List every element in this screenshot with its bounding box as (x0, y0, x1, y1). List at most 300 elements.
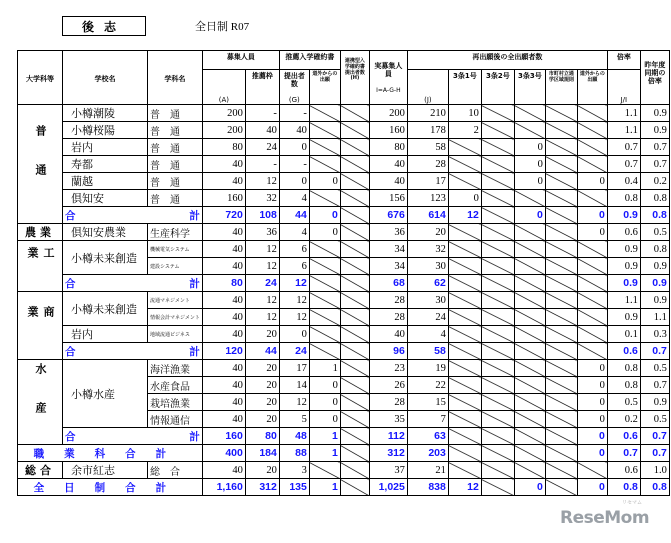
header-recruit-a: (A) (202, 70, 245, 105)
value-cell: 20 (245, 394, 279, 411)
value-cell: 0.9 (607, 241, 640, 258)
slashed-cell (448, 258, 481, 275)
value-cell: 40 (202, 377, 245, 394)
slashed-cell (481, 292, 514, 309)
value-cell: 0 (279, 139, 309, 156)
slashed-cell (340, 105, 369, 122)
value-cell: 0.7 (640, 343, 669, 360)
slashed-cell (545, 139, 577, 156)
slashed-cell (545, 275, 577, 292)
school-name: 小樽桜陽 (63, 122, 148, 139)
school-name: 倶知安農業 (63, 224, 148, 241)
value-cell: 28 (407, 156, 448, 173)
value-cell: 0.6 (607, 343, 640, 360)
value-cell: 0 (577, 377, 607, 394)
dept-name: 生産科学 (148, 224, 203, 241)
value-cell: 4 (279, 224, 309, 241)
value-cell: 0 (309, 173, 340, 190)
value-cell: 40 (202, 224, 245, 241)
school-name: 倶知安 (63, 190, 148, 207)
slashed-cell (481, 309, 514, 326)
slashed-cell (309, 309, 340, 326)
value-cell: 312 (245, 479, 279, 496)
dept-name: 普 通 (148, 105, 203, 122)
value-cell: 0.6 (607, 462, 640, 479)
value-cell: 40 (369, 326, 407, 343)
slashed-cell (577, 139, 607, 156)
slashed-cell (340, 173, 369, 190)
header-teishutsu-label: 提出者数 (283, 72, 305, 89)
subtotal-row (18, 343, 670, 360)
value-cell: 12 (245, 241, 279, 258)
value-cell: 36 (245, 224, 279, 241)
value-cell: 200 (202, 122, 245, 139)
slashed-cell (309, 139, 340, 156)
value-cell: 0.9 (640, 292, 669, 309)
value-cell: 40 (202, 394, 245, 411)
slashed-cell (448, 139, 481, 156)
school-name: 岩内 (63, 326, 148, 343)
value-cell: 0.2 (640, 173, 669, 190)
value-cell: 32 (407, 241, 448, 258)
table-row (18, 139, 670, 156)
slashed-cell (340, 292, 369, 309)
slashed-cell (577, 462, 607, 479)
value-cell: 7 (407, 411, 448, 428)
value-cell: 12 (245, 173, 279, 190)
value-cell: 0 (577, 411, 607, 428)
dept-name: 建設システム (148, 258, 203, 275)
value-cell: 1.1 (607, 122, 640, 139)
value-cell: 24 (245, 139, 279, 156)
header-sakunen: 昨年度同期の倍率 (640, 51, 669, 105)
slashed-cell (340, 224, 369, 241)
value-cell: 14 (279, 377, 309, 394)
header-bairitsu-formula: J/I (607, 70, 640, 105)
header-3-1: 3条1号 (448, 70, 481, 105)
value-cell: 1.0 (640, 462, 669, 479)
slashed-cell (577, 105, 607, 122)
slashed-cell (448, 343, 481, 360)
school-name: 小樽水産 (63, 360, 148, 428)
header-3-2: 3条2号 (481, 70, 514, 105)
value-cell: 0.7 (640, 377, 669, 394)
value-cell: 58 (407, 139, 448, 156)
header-jitsu-formula: I=A-G-H (376, 87, 401, 95)
value-cell: 0.7 (640, 139, 669, 156)
slashed-cell (448, 275, 481, 292)
slashed-cell (340, 326, 369, 343)
slashed-cell (514, 309, 545, 326)
resemom-logo: ReseMom (560, 508, 650, 528)
value-cell: 210 (407, 105, 448, 122)
value-cell: 0 (309, 411, 340, 428)
value-cell: 0 (577, 479, 607, 496)
slashed-cell (514, 105, 545, 122)
value-cell: 0.7 (607, 156, 640, 173)
dept-name: 海洋漁業 (148, 360, 203, 377)
value-cell: 6 (279, 241, 309, 258)
value-cell: 35 (369, 411, 407, 428)
header-category: 大学科等 (18, 51, 63, 105)
slashed-cell (545, 258, 577, 275)
value-cell: 12 (448, 479, 481, 496)
subtotal-left: 合 (65, 345, 76, 358)
slashed-cell (448, 377, 481, 394)
table-row (18, 224, 670, 241)
value-cell: 12 (279, 275, 309, 292)
value-cell: 40 (202, 360, 245, 377)
value-cell: 0.6 (607, 428, 640, 445)
table-row (18, 190, 670, 207)
value-cell: 0.6 (607, 224, 640, 241)
category-cell: 商業 (18, 292, 63, 360)
value-cell: 112 (369, 428, 407, 445)
dept-name: 普 通 (148, 122, 203, 139)
value-cell: 0.8 (640, 479, 669, 496)
value-cell: 12 (245, 292, 279, 309)
slashed-cell (545, 224, 577, 241)
value-cell: 10 (448, 105, 481, 122)
watermark-sub: リセマム (622, 500, 642, 506)
slashed-cell (340, 207, 369, 224)
value-cell: 28 (369, 309, 407, 326)
value-cell: 0 (514, 173, 545, 190)
slashed-cell (577, 258, 607, 275)
slashed-cell (514, 377, 545, 394)
value-cell: 17 (279, 360, 309, 377)
header-dougai-suisen: 道外からの出願 (309, 70, 340, 105)
value-cell: 400 (202, 445, 245, 462)
slashed-cell (448, 224, 481, 241)
slashed-cell (309, 122, 340, 139)
slashed-cell (309, 156, 340, 173)
subtotal-right: 計 (189, 209, 200, 222)
value-cell: 80 (202, 275, 245, 292)
dept-name: 普 通 (148, 190, 203, 207)
slashed-cell (545, 343, 577, 360)
dept-name: 普 通 (148, 156, 203, 173)
school-name: 寿都 (63, 156, 148, 173)
value-cell: 12 (279, 394, 309, 411)
slashed-cell (481, 479, 514, 496)
table-row (18, 462, 670, 479)
value-cell: 32 (245, 190, 279, 207)
slashed-cell (448, 309, 481, 326)
slashed-cell (481, 394, 514, 411)
value-cell: - (279, 105, 309, 122)
value-cell: 40 (202, 156, 245, 173)
value-cell: 0.8 (607, 479, 640, 496)
slashed-cell (545, 241, 577, 258)
slashed-cell (514, 122, 545, 139)
table-row (18, 241, 670, 258)
header-shichoson: 市町村立通学区域規則 (545, 70, 577, 105)
value-cell: 40 (202, 241, 245, 258)
slashed-cell (448, 173, 481, 190)
value-cell: 40 (202, 326, 245, 343)
slashed-cell (340, 462, 369, 479)
table-row (18, 156, 670, 173)
slashed-cell (481, 326, 514, 343)
slashed-cell (340, 479, 369, 496)
dept-name: 総 合 (148, 462, 203, 479)
category-cell: 工業 (18, 241, 63, 292)
value-cell: 40 (202, 292, 245, 309)
value-cell: 108 (245, 207, 279, 224)
slashed-cell (340, 377, 369, 394)
value-cell: 0.8 (640, 207, 669, 224)
slashed-cell (340, 445, 369, 462)
value-cell: 24 (407, 309, 448, 326)
value-cell: 0.9 (607, 309, 640, 326)
vocational-total-label: 職業科合計 (18, 445, 203, 462)
slashed-cell (340, 156, 369, 173)
value-cell: 24 (245, 275, 279, 292)
slashed-cell (514, 241, 545, 258)
value-cell: - (245, 105, 279, 122)
value-cell: 0 (309, 207, 340, 224)
value-cell: 28 (369, 394, 407, 411)
value-cell: 0.9 (607, 207, 640, 224)
value-cell: 63 (407, 428, 448, 445)
subtotal-left: 合 (65, 430, 76, 443)
value-cell: 17 (407, 173, 448, 190)
value-cell: 36 (369, 224, 407, 241)
slashed-cell (545, 479, 577, 496)
table-row (18, 105, 670, 122)
value-cell: 44 (245, 343, 279, 360)
slashed-cell (545, 326, 577, 343)
value-cell: 20 (245, 360, 279, 377)
slashed-cell (514, 445, 545, 462)
slashed-cell (481, 428, 514, 445)
value-cell: 0.8 (607, 190, 640, 207)
header-teishutsu (279, 70, 309, 105)
value-cell: 2 (448, 122, 481, 139)
slashed-cell (309, 275, 340, 292)
slashed-cell (448, 360, 481, 377)
subtotal-row (18, 207, 670, 224)
slashed-cell (309, 241, 340, 258)
value-cell: 12 (279, 309, 309, 326)
value-cell: 0 (448, 190, 481, 207)
value-cell: 80 (369, 139, 407, 156)
value-cell: 0.3 (640, 326, 669, 343)
slashed-cell (340, 258, 369, 275)
school-name: 蘭越 (63, 173, 148, 190)
slashed-cell (481, 360, 514, 377)
value-cell: 123 (407, 190, 448, 207)
header-recruit: 募集人員 (202, 51, 279, 70)
value-cell: 34 (369, 258, 407, 275)
slashed-cell (448, 445, 481, 462)
value-cell: 0.7 (607, 139, 640, 156)
slashed-cell (514, 190, 545, 207)
slashed-cell (545, 105, 577, 122)
grand-total-label: 全日制合計 (18, 479, 203, 496)
value-cell: 0.9 (607, 258, 640, 275)
slashed-cell (514, 428, 545, 445)
value-cell: 44 (279, 207, 309, 224)
value-cell: 30 (407, 292, 448, 309)
slashed-cell (448, 156, 481, 173)
slashed-cell (577, 190, 607, 207)
value-cell: 4 (279, 190, 309, 207)
category-cell: 水産 (18, 360, 63, 445)
value-cell: 0.8 (607, 360, 640, 377)
slashed-cell (514, 411, 545, 428)
value-cell: 40 (245, 122, 279, 139)
slashed-cell (545, 122, 577, 139)
value-cell: 40 (202, 411, 245, 428)
subtotal-label-wrap (65, 208, 200, 223)
value-cell: 0.9 (640, 394, 669, 411)
value-cell: 312 (369, 445, 407, 462)
value-cell: - (245, 156, 279, 173)
header-jitsu-label: 実募集人員 (374, 62, 403, 79)
value-cell: 0.8 (640, 190, 669, 207)
value-cell: 20 (245, 411, 279, 428)
slashed-cell (577, 156, 607, 173)
slashed-cell (481, 258, 514, 275)
slashed-cell (340, 275, 369, 292)
header-3-3: 3条3号 (514, 70, 545, 105)
value-cell: 1 (309, 428, 340, 445)
slashed-cell (448, 394, 481, 411)
slashed-cell (448, 326, 481, 343)
header-renkei: 連携型入学確約書提出者数(H) (340, 51, 369, 105)
slashed-cell (514, 343, 545, 360)
value-cell: 24 (279, 343, 309, 360)
value-cell: 80 (245, 428, 279, 445)
header-suisen-waku: 推薦枠 (245, 70, 279, 105)
slashed-cell (340, 360, 369, 377)
slashed-cell (309, 190, 340, 207)
slashed-cell (514, 258, 545, 275)
value-cell: 12 (279, 292, 309, 309)
slashed-cell (545, 360, 577, 377)
header-bairitsu: 倍率 (607, 51, 640, 70)
school-name: 余市紅志 (63, 462, 148, 479)
slashed-cell (577, 326, 607, 343)
slashed-cell (545, 292, 577, 309)
slashed-cell (340, 139, 369, 156)
subtotal-left: 合 (65, 277, 76, 290)
subtotal-label-wrap (65, 344, 200, 359)
value-cell: 0.9 (640, 105, 669, 122)
value-cell: 80 (202, 139, 245, 156)
slashed-cell (577, 275, 607, 292)
subtotal-label-wrap (65, 276, 200, 291)
value-cell: 0 (514, 156, 545, 173)
subtotal-right: 計 (189, 345, 200, 358)
header-jitsu (369, 51, 407, 105)
value-cell: 1,025 (369, 479, 407, 496)
subtotal-row (18, 275, 670, 292)
value-cell: 5 (279, 411, 309, 428)
slashed-cell (514, 326, 545, 343)
slashed-cell (340, 343, 369, 360)
slashed-cell (545, 309, 577, 326)
value-cell: 156 (369, 190, 407, 207)
header-dept: 学科名 (148, 51, 203, 105)
slashed-cell (481, 173, 514, 190)
slashed-cell (545, 190, 577, 207)
category-cell: 普通 (18, 105, 63, 224)
value-cell: 20 (245, 377, 279, 394)
school-name: 小樽潮陵 (63, 105, 148, 122)
table-row (18, 360, 670, 377)
value-cell: 203 (407, 445, 448, 462)
slashed-cell (481, 462, 514, 479)
table-row (18, 292, 670, 309)
slashed-cell (481, 139, 514, 156)
slashed-cell (545, 411, 577, 428)
value-cell: 1.1 (607, 292, 640, 309)
value-cell: 40 (202, 173, 245, 190)
value-cell: 12 (448, 207, 481, 224)
value-cell: 88 (279, 445, 309, 462)
school-name: 岩内 (63, 139, 148, 156)
dept-name: 普 通 (148, 139, 203, 156)
slashed-cell (448, 411, 481, 428)
subtotal-left: 合 (65, 209, 76, 222)
value-cell: 0.7 (640, 156, 669, 173)
value-cell: 0.2 (607, 411, 640, 428)
slashed-cell (309, 105, 340, 122)
value-cell: 0 (577, 224, 607, 241)
value-cell: 0 (514, 139, 545, 156)
value-cell: 0 (577, 394, 607, 411)
value-cell: 0.8 (640, 241, 669, 258)
value-cell: 720 (202, 207, 245, 224)
value-cell: - (279, 156, 309, 173)
value-cell: 160 (369, 122, 407, 139)
value-cell: 0.7 (640, 445, 669, 462)
slashed-cell (340, 428, 369, 445)
table-body (18, 105, 670, 496)
value-cell: 1.1 (607, 105, 640, 122)
value-cell: 15 (407, 394, 448, 411)
value-cell: 0.7 (607, 445, 640, 462)
slashed-cell (309, 292, 340, 309)
header-suisen-kakuyaku: 推薦入学確約書 (279, 51, 340, 70)
value-cell: 838 (407, 479, 448, 496)
subtotal-label-wrap (65, 429, 200, 444)
slashed-cell (577, 309, 607, 326)
subtotal-right: 計 (189, 430, 200, 443)
school-name: 小樽未来創造 (63, 241, 148, 275)
value-cell: 0.9 (640, 122, 669, 139)
value-cell: 96 (369, 343, 407, 360)
dept-name: 機械電気システム (148, 241, 203, 258)
value-cell: 0.4 (607, 173, 640, 190)
value-cell: 0 (577, 173, 607, 190)
value-cell: 40 (369, 156, 407, 173)
value-cell: 0.5 (607, 394, 640, 411)
slashed-cell (514, 394, 545, 411)
value-cell: 62 (407, 275, 448, 292)
slashed-cell (481, 105, 514, 122)
table-row (18, 326, 670, 343)
slashed-cell (340, 241, 369, 258)
value-cell: 20 (245, 326, 279, 343)
dept-name: 普 通 (148, 173, 203, 190)
value-cell: 160 (202, 428, 245, 445)
slashed-cell (309, 462, 340, 479)
vocational-total-row (18, 445, 670, 462)
